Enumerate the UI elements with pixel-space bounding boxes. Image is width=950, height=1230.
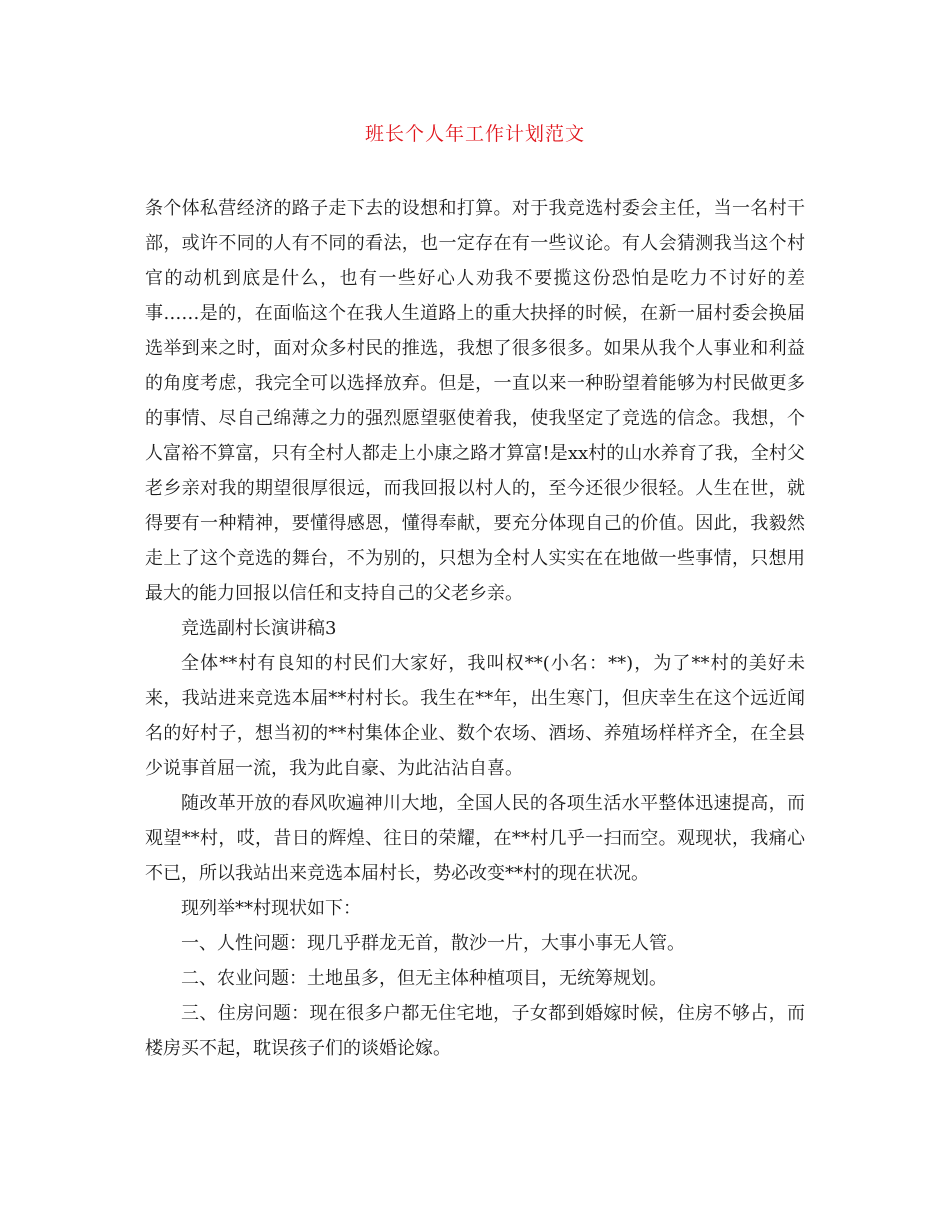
section-heading: 竞选副村长演讲稿3 bbox=[181, 618, 337, 639]
paragraph: 现列举**村现状如下： bbox=[181, 898, 361, 919]
paragraph: 随改革开放的春风吹遍神川大地，全国人民的各项生活水平整体迅速提高，而观望**村，哎，昔日的辉煌、往日的荣耀，在**村几乎一扫而空。观现状，我痛心不已，所以我站出来竞选本届村长，势必改变**村的现在状况。 bbox=[145, 793, 805, 884]
list-item: 一、人性问题：现几乎群龙无首，散沙一片，大事小事无人管。 bbox=[181, 933, 685, 954]
list-item: 三、住房问题：现在很多户都无住宅地，子女都到婚嫁时候，住房不够占，而楼房买不起，耽误孩子们的谈婚论嫁。 bbox=[145, 1003, 805, 1059]
paragraph-continuation: 条个体私营经济的路子走下去的设想和打算。对于我竞选村委会主任，当一名村干部，或许不同的人有不同的看法，也一定存在有一些议论。有人会猜测我当这个村官的动机到底是什么，也有一些好心人劝我不要揽这份恐怕是吃力不讨好的差事……是的，在面临这个在我人生道路上的重大抉择的时候，在新一届村委会换届选举到来之时，面对众多村民的推选，我想了很多很多。如果从我个人事业和利益的角度考虑，我完全可以选择放弃。但是，一直以来一种盼望着能够为村民做更多的事情、尽自己绵薄之力的强烈愿望驱使着我，使我坚定了竞选的信念。我想，个人富裕不算富，只有全村人都走上小康之路才算富!是xx村的山水养育了我，全村父老乡亲对我的期望很厚很远，而我回报以村人的，至今还很少很轻。人生在世，就得要有一种精神，要懂得感恩，懂得奉献，要充分体现自己的价值。因此，我毅然走上了这个竞选的舞台，不为别的，只想为全村人实实在在地做一些事情，只想用最大的能力回报以信任和支持自己的父老乡亲。 bbox=[145, 198, 805, 604]
document-title: 班长个人年工作计划范文 bbox=[364, 123, 585, 145]
paragraph: 全体**村有良知的村民们大家好，我叫权**(小名：**)，为了**村的美好未来，我站进来竞选本届**村村长。我生在**年，出生寒门，但庆幸生在这个远近闻名的好村子，想当初的**村集体企业、数个农场、酒场、养殖场样样齐全，在全县少说事首屈一流，我为此自豪、为此沾沾自喜。 bbox=[145, 653, 805, 779]
list-item: 二、农业问题：土地虽多，但无主体种植项目，无统筹规划。 bbox=[181, 968, 667, 989]
document-body bbox=[145, 191, 805, 1066]
